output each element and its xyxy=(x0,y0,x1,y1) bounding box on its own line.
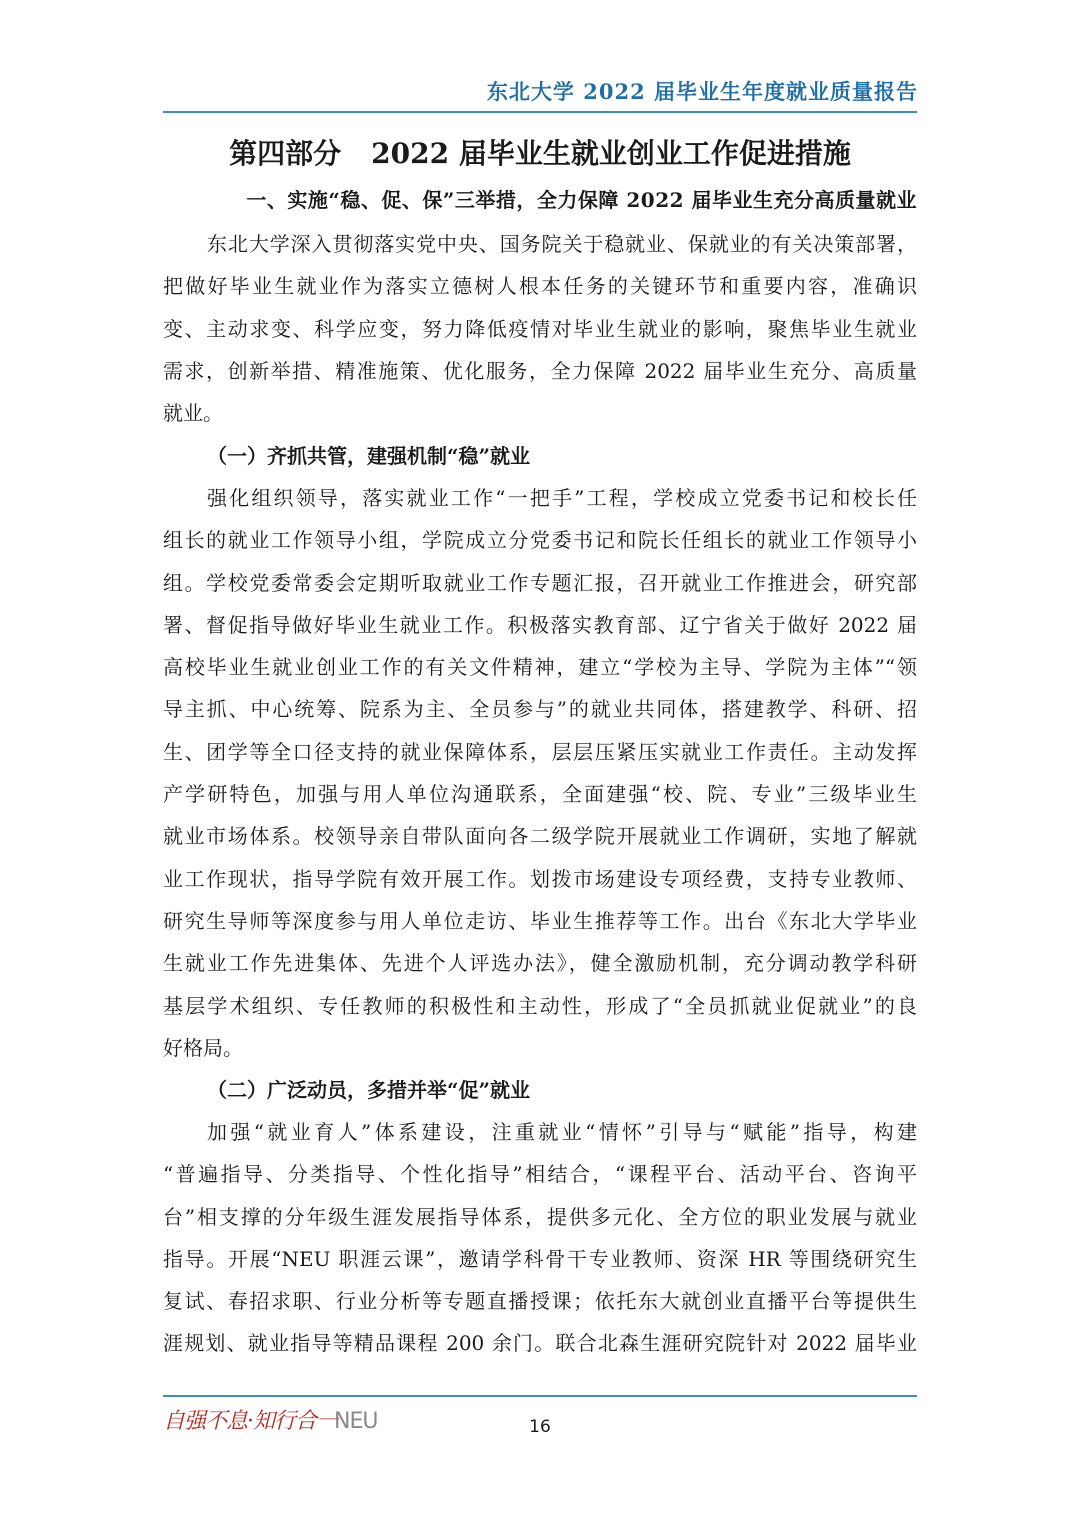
paragraph-line: 强化组织领导，落实就业工作“一把手”工程，学校成立党委书记和校长任 xyxy=(207,486,917,510)
paragraph-2 xyxy=(163,477,917,1069)
paragraph-line: 就业。 xyxy=(163,401,223,426)
section-heading: 一、实施“稳、促、保”三举措，全力保障 2022 届毕业生充分高质量就业 xyxy=(246,188,917,212)
motto-text: 自强不息·知行合一 xyxy=(163,1409,337,1434)
paragraph-line: 导主抓、中心统筹、院系为主、全员参与”的就业共同体，搭建教学、科研、招 xyxy=(163,697,917,722)
paragraph-line: 复试、春招求职、行业分析等专题直播授课；依托东大就创业直播平台等提供生 xyxy=(163,1289,917,1314)
subheading-2: （二）广泛动员，多措并举“促”就业 xyxy=(207,1078,531,1102)
paragraph-line: 署、督促指导做好毕业生就业工作。积极落实教育部、辽宁省关于做好 2022 届 xyxy=(163,612,917,637)
neu-logo-text: NEU xyxy=(334,1409,378,1434)
paragraph-line: “普遍指导、分类指导、个性化指导”相结合，“课程平台、活动平台、咨询平 xyxy=(163,1162,917,1187)
paragraph-line: 变、主动求变、科学应变，努力降低疫情对毕业生就业的影响，聚焦毕业生就业 xyxy=(163,316,917,341)
paragraph-line: 好格局。 xyxy=(163,1035,243,1060)
part-label: 第四部分 xyxy=(229,137,342,170)
paragraph-line: 产学研特色，加强与用人单位沟通联系，全面建强“校、院、专业”三级毕业生 xyxy=(163,782,917,807)
paragraph-line: 指导。开展“NEU 职涯云课”，邀请学科骨干专业教师、资深 HR 等围绕研究生 xyxy=(163,1246,917,1271)
paragraph-line: 需求，创新举措、精准施策、优化服务，全力保障 2022 届毕业生充分、高质量 xyxy=(163,358,917,383)
paragraph-line: 台”相支撑的分年级生涯发展指导体系，提供多元化、全方位的职业发展与就业 xyxy=(163,1204,917,1229)
footer-rule xyxy=(163,1395,917,1397)
part-title xyxy=(163,132,917,172)
paragraph-line: 高校毕业生就业创业工作的有关文件精神，建立“学校为主导、学院为主体”“领 xyxy=(163,655,917,680)
paragraph-1 xyxy=(163,223,917,434)
paragraph-line: 涯规划、就业指导等精品课程 200 余门。联合北森生涯研究院针对 2022 届毕业 xyxy=(163,1331,917,1356)
paragraph-line: 就业市场体系。校领导亲自带队面向各二级学院开展就业工作调研，实地了解就 xyxy=(163,824,917,849)
footer-motto-logo xyxy=(163,1404,377,1435)
page-number: 16 xyxy=(529,1417,551,1437)
paragraph-line: 加强“就业育人”体系建设，注重就业“情怀”引导与“赋能”指导，构建 xyxy=(207,1120,917,1144)
paragraph-line: 东北大学深入贯彻落实党中央、国务院关于稳就业、保就业的有关决策部署， xyxy=(207,232,917,256)
paragraph-line: 组长的就业工作领导小组，学院成立分党委书记和院长任组长的就业工作领导小 xyxy=(163,528,917,553)
paragraph-3 xyxy=(163,1111,917,1365)
paragraph-line: 把做好毕业生就业作为落实立德树人根本任务的关键环节和重要内容，准确识 xyxy=(163,274,917,299)
paragraph-line: 生就业工作先进集体、先进个人评选办法》，健全激励机制，充分调动教学科研 xyxy=(163,951,917,976)
part-title-text: 2022 届毕业生就业创业工作促进措施 xyxy=(371,137,851,170)
header-rule xyxy=(163,111,917,113)
paragraph-line: 生、团学等全口径支持的就业保障体系，层层压紧压实就业工作责任。主动发挥 xyxy=(163,739,917,764)
header-title: 东北大学 2022 届毕业生年度就业质量报告 xyxy=(486,79,918,104)
subheading-1: （一）齐抓共管，建强机制“稳”就业 xyxy=(207,444,531,468)
paragraph-line: 组。学校党委常委会定期听取就业工作专题汇报，召开就业工作推进会，研究部 xyxy=(163,570,917,595)
paragraph-line: 业工作现状，指导学院有效开展工作。划拨市场建设专项经费，支持专业教师、 xyxy=(163,866,917,891)
paragraph-line: 基层学术组织、专任教师的积极性和主动性，形成了“全员抓就业促就业”的良 xyxy=(163,993,917,1018)
paragraph-line: 研究生导师等深度参与用人单位走访、毕业生推荐等工作。出台《东北大学毕业 xyxy=(163,908,917,933)
